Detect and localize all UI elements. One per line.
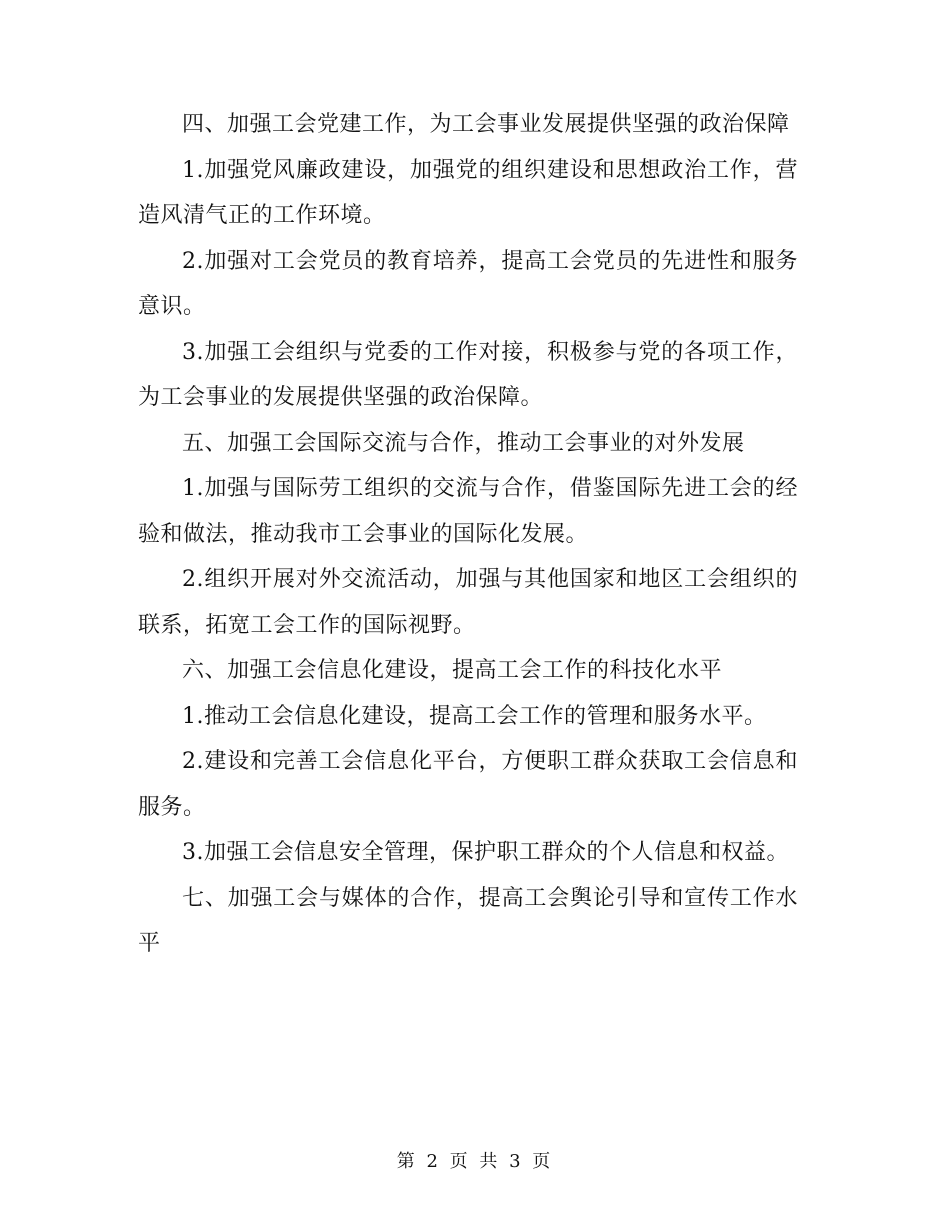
list-item: 1.加强党风廉政建设，加强党的组织建设和思想政治工作，营造风清气正的工作环境。 — [138, 157, 798, 228]
list-item: 2.建设和完善工会信息化平台，方便职工群众获取工会信息和服务。 — [138, 749, 798, 820]
list-item: 2.加强对工会党员的教育培养，提高工会党员的先进性和服务意识。 — [138, 248, 798, 319]
section-heading-7: 七、加强工会与媒体的合作，提高工会舆论引导和宣传工作水平 — [138, 885, 798, 956]
document-body — [138, 102, 798, 967]
section-heading-4: 四、加强工会党建工作，为工会事业发展提供坚强的政治保障 — [182, 112, 790, 137]
list-item: 2.组织开展对外交流活动，加强与其他国家和地区工会组织的联系，拓宽工会工作的国际视野。 — [138, 567, 798, 638]
section-heading-6: 六、加强工会信息化建设，提高工会工作的科技化水平 — [182, 658, 723, 683]
list-item: 1.加强与国际劳工组织的交流与合作，借鉴国际先进工会的经验和做法，推动我市工会事业的国际化发展。 — [138, 476, 798, 547]
list-item: 1.推动工会信息化建设，提高工会工作的管理和服务水平。 — [182, 703, 767, 729]
section-heading-5: 五、加强工会国际交流与合作，推动工会事业的对外发展 — [182, 430, 745, 456]
page-number-footer: 第 2 页 共 3 页 — [396, 1151, 554, 1172]
list-item: 3.加强工会信息安全管理，保护职工群众的个人信息和权益。 — [182, 840, 789, 865]
list-item: 3.加强工会组织与党委的工作对接，积极参与党的各项工作，为工会事业的发展提供坚强的政治保障。 — [138, 339, 798, 410]
